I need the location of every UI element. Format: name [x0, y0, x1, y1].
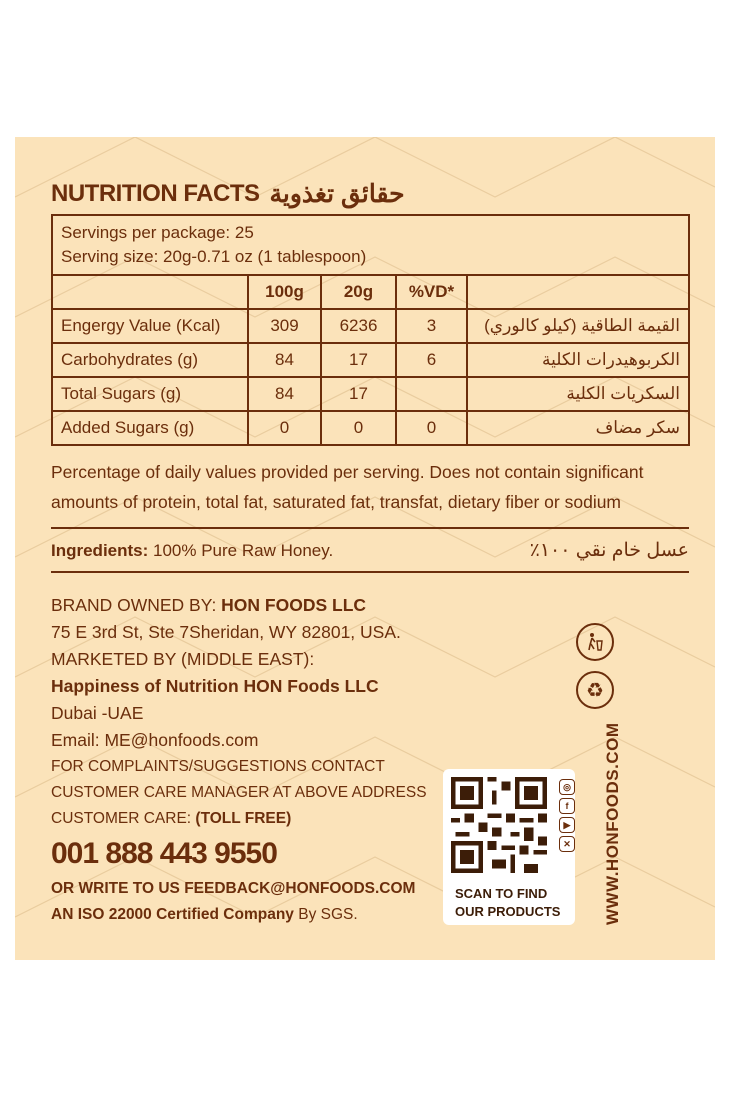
header-vd: %VD*: [396, 275, 467, 309]
brand-owner-label: BRAND OWNED BY:: [51, 595, 222, 615]
value-100g: 84: [248, 377, 321, 411]
nutrient-name-arabic: سكر مضاف: [467, 411, 689, 445]
nutrient-name: Added Sugars (g): [52, 411, 248, 445]
table-row: [52, 411, 689, 445]
value-vd: 6: [396, 343, 467, 377]
tidyman-glyph: [584, 631, 606, 653]
value-100g: 0: [248, 411, 321, 445]
nutrient-name: Carbohydrates (g): [52, 343, 248, 377]
complaints-line-1: FOR COMPLAINTS/SUGGESTIONS CONTACT: [51, 758, 385, 775]
title-arabic: حقائق تغذوية: [269, 180, 405, 208]
phone-number: 001 888 443 9550: [51, 837, 277, 870]
brand-owner: [51, 592, 451, 619]
table-row: [52, 343, 689, 377]
ingredients-label: Ingredients:: [51, 541, 149, 560]
marketer-name: Happiness of Nutrition HON Foods LLC: [51, 676, 379, 696]
servings-row: [52, 215, 689, 275]
iso-certification: [51, 902, 451, 928]
header-blank: [52, 275, 248, 309]
brand-address: 75 E 3rd St, Ste 7Sheridan, WY 82801, USA.: [51, 622, 401, 642]
qr-code[interactable]: [451, 777, 547, 873]
value-vd: 3: [396, 309, 467, 343]
instagram-icon[interactable]: ◎: [559, 779, 575, 795]
nutrition-title: [51, 177, 405, 211]
marketed-by: MARKETED BY (MIDDLE EAST):: [51, 649, 315, 669]
tidyman-icon: [576, 623, 614, 661]
ingredients-en: [51, 541, 333, 561]
header-100g: 100g: [248, 275, 321, 309]
ingredients-text: 100% Pure Raw Honey.: [148, 541, 334, 560]
youtube-icon[interactable]: ▶: [559, 817, 575, 833]
customer-care-label: CUSTOMER CARE:: [51, 810, 196, 827]
value-100g: 309: [248, 309, 321, 343]
nutrient-name-arabic: الكربوهيدرات الكلية: [467, 343, 689, 377]
value-20g: 17: [321, 377, 396, 411]
ingredients-arabic: عسل خام نقي ١٠٠٪: [529, 540, 689, 561]
header-row: [52, 275, 689, 309]
qr-caption-2: OUR PRODUCTS: [455, 904, 561, 919]
complaints-line-2: CUSTOMER CARE MANAGER AT ABOVE ADDRESS: [51, 784, 427, 801]
brand-owner-name: HON FOODS LLC: [221, 595, 367, 615]
header-20g: 20g: [321, 275, 396, 309]
write-to-us: OR WRITE TO US FEEDBACK@HONFOODS.COM: [51, 880, 416, 897]
value-20g: 6236: [321, 309, 396, 343]
qr-caption: [455, 885, 560, 921]
divider-bottom: [51, 571, 689, 573]
ingredients-row: [51, 537, 689, 565]
contact-email: Email: ME@honfoods.com: [51, 730, 259, 750]
qr-card[interactable]: [443, 769, 575, 925]
servings-per-package: Servings per package: 25: [61, 223, 254, 242]
servings-cell: [52, 215, 689, 275]
customer-care: [51, 806, 451, 832]
iso-rest: By SGS.: [293, 906, 358, 923]
table-row: [52, 309, 689, 343]
divider-top: [51, 527, 689, 529]
title-english: NUTRITION FACTS: [51, 180, 260, 207]
nutrition-table: [51, 214, 690, 446]
serving-size: Serving size: 20g-0.71 oz (1 tablespoon): [61, 247, 367, 266]
website-url[interactable]: WWW.HONFOODS.COM: [603, 722, 622, 925]
nutrient-name-arabic: السكريات الكلية: [467, 377, 689, 411]
value-vd: 0: [396, 411, 467, 445]
value-vd: [396, 377, 467, 411]
nutrient-name-arabic: القيمة الطاقية (كيلو كالوري): [467, 309, 689, 343]
facebook-icon[interactable]: f: [559, 798, 575, 814]
company-info: [51, 592, 451, 928]
value-20g: 0: [321, 411, 396, 445]
iso-bold: AN ISO 22000 Certified Company: [51, 906, 294, 923]
nutrient-name: Engergy Value (Kcal): [52, 309, 248, 343]
toll-free: (TOLL FREE): [195, 810, 292, 827]
qr-caption-1: SCAN TO FIND: [455, 886, 548, 901]
daily-values-note: Percentage of daily values provided per serving. Does not contain significant amounts of protein, total fat, saturated fat, transfat, dietary fiber or sodium: [51, 462, 644, 512]
marketer-city: Dubai -UAE: [51, 703, 144, 723]
value-100g: 84: [248, 343, 321, 377]
recycle-icon: ♻: [576, 671, 614, 709]
value-20g: 17: [321, 343, 396, 377]
table-row: [52, 377, 689, 411]
x-icon[interactable]: ✕: [559, 836, 575, 852]
label-panel: [15, 137, 715, 960]
nutrient-name: Total Sugars (g): [52, 377, 248, 411]
header-blank-ar: [467, 275, 689, 309]
